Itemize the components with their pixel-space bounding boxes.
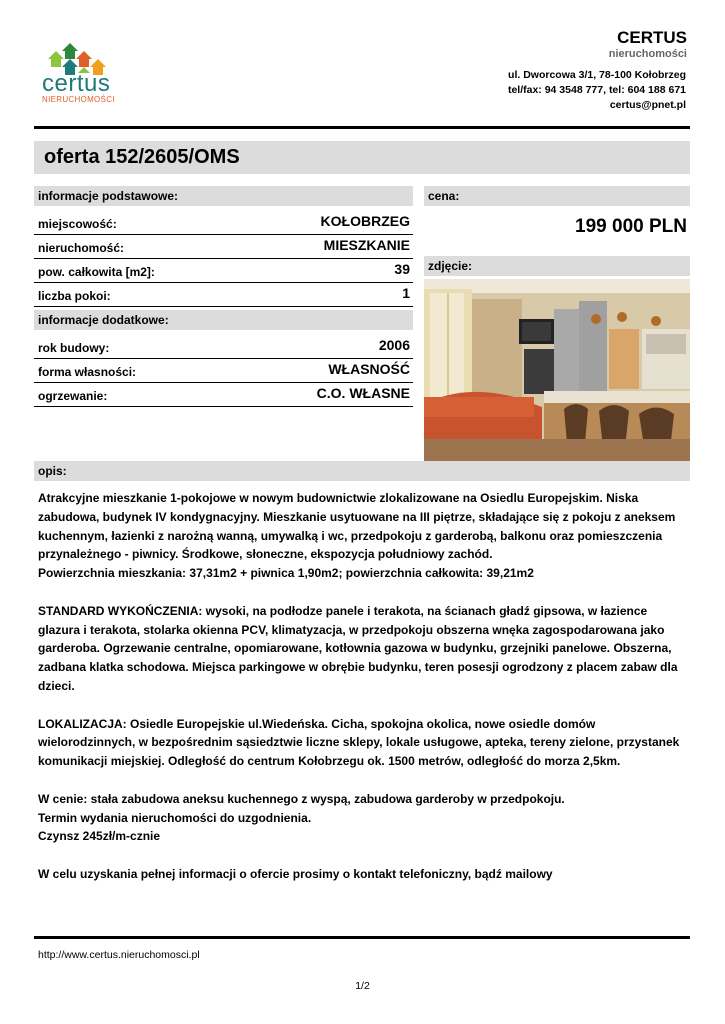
page-number: 1/2: [355, 980, 370, 992]
row-value: 39: [394, 261, 410, 277]
row-label: nieruchomość:: [38, 241, 125, 255]
row-value: 1: [402, 285, 410, 301]
info-row-property: [34, 235, 413, 259]
row-value: WŁASNOŚĆ: [328, 361, 410, 377]
company-block: [609, 28, 687, 60]
logo-text: certus: [42, 70, 111, 97]
row-label: miejscowość:: [38, 217, 117, 231]
description-paragraph: W cenie: stała zabudowa aneksu kuchennego z wyspą, zabudowa garderoby w przedpokoju.: [38, 791, 565, 806]
info-row-rooms: [34, 283, 413, 307]
info-row-heating: [34, 383, 413, 407]
extra-info-heading: informacje dodatkowe:: [34, 310, 413, 330]
row-value: MIESZKANIE: [323, 237, 410, 253]
price-value: 199 000 PLN: [575, 216, 687, 237]
company-name: CERTUS: [617, 28, 687, 47]
row-label: pow. całkowita [m2]:: [38, 265, 155, 279]
description-paragraph: Termin wydania nieruchomości do uzgodnienia.: [38, 810, 312, 825]
info-row-city: [34, 211, 413, 235]
header-divider: [34, 126, 690, 129]
title-bar: [34, 141, 690, 174]
company-phone: tel/fax: 94 3548 777, tel: 604 188 671: [507, 84, 686, 96]
info-row-area: [34, 259, 413, 283]
description-heading: opis:: [34, 461, 690, 481]
description-paragraph: Powierzchnia mieszkania: 37,31m2 + piwnica 1,90m2; powierzchnia całkowita: 39,21m2: [38, 566, 534, 581]
info-row-ownership: [34, 359, 413, 383]
description-paragraph: Czynsz 245zł/m-cznie: [38, 829, 161, 844]
description-paragraph: W celu uzyskania pełnej informacji o ofercie prosimy o kontakt telefoniczny, bądź mailowy: [38, 866, 553, 881]
row-value: C.O. WŁASNE: [316, 385, 410, 401]
info-row-year: [34, 335, 413, 359]
company-subtitle: nieruchomości: [608, 48, 687, 60]
company-contact: [508, 68, 686, 113]
company-email[interactable]: certus@pnet.pl: [609, 99, 686, 111]
basic-info-heading: informacje podstawowe:: [34, 186, 413, 206]
description-body: [38, 489, 688, 903]
offer-title: oferta 152/2605/OMS: [44, 146, 240, 168]
apartment-photo[interactable]: [424, 279, 690, 462]
company-address: ul. Dworcowa 3/1, 78-100 Kołobrzeg: [508, 69, 686, 81]
footer-url-link[interactable]: http://www.certus.nieruchomosci.pl: [38, 949, 200, 961]
row-label: ogrzewanie:: [38, 389, 108, 403]
description-paragraph: LOKALIZACJA: Osiedle Europejskie ul.Wiedeńska. Cicha, spokojna okolica, nowe osiedle domów wielorodzinnych, w bezpośrednim sąsiedztwie liczne sklepy, lokale usługowe, apteka, tereny zielone, przystanek komunikacji miejskiej. Odległość do centrum Kołobrzegu ok. 1500 metrów, odległość do morza 2,5km.: [38, 716, 680, 769]
logo-subtitle: NIERUCHOMOŚCI: [42, 95, 115, 104]
photo-heading: zdjęcie:: [424, 256, 690, 276]
row-label: forma własności:: [38, 365, 137, 379]
description-paragraph: STANDARD WYKOŃCZENIA: wysoki, na podłodze panele i terakota, na ścianach gładź gipsowa, w łazience glazura i terakota, stolarka okienna PCV, klimatyzacja, w przedpokoju obszerna wnęka zagospodarowana jako garderoba. Ogrzewanie centralne, opomiarowane, kotłownia gazowa w budynku, grzejniki panelowe. Obszerna, zadbana klatka schodowa. Miejsca parkingowe w obrębie budynku, teren posesji ogrodzony z placem zabaw dla dzieci.: [38, 603, 678, 693]
description-paragraph: Atrakcyjne mieszkanie 1-pokojowe w nowym budownictwie zlokalizowane na Osiedlu Europejskim. Niska zabudowa, budynek IV kondygnacyjny. Mieszkanie usytuowane na III piętrze, składające się z pokoju z aneksem kuchennym, łazienki z narożną wanną, umywalką i wc, przedpokoju z garderobą, balkonu oraz pomieszczenia przynależnego - piwnicy. Środkowe, słoneczne, ekspozycja południowy zachód.: [38, 491, 676, 562]
row-value: 2006: [378, 337, 410, 353]
row-value: KOŁOBRZEG: [320, 213, 410, 229]
price-heading: cena:: [424, 186, 690, 206]
row-label: liczba pokoi:: [38, 289, 111, 303]
footer-divider: [34, 936, 690, 939]
row-label: rok budowy:: [38, 341, 110, 355]
